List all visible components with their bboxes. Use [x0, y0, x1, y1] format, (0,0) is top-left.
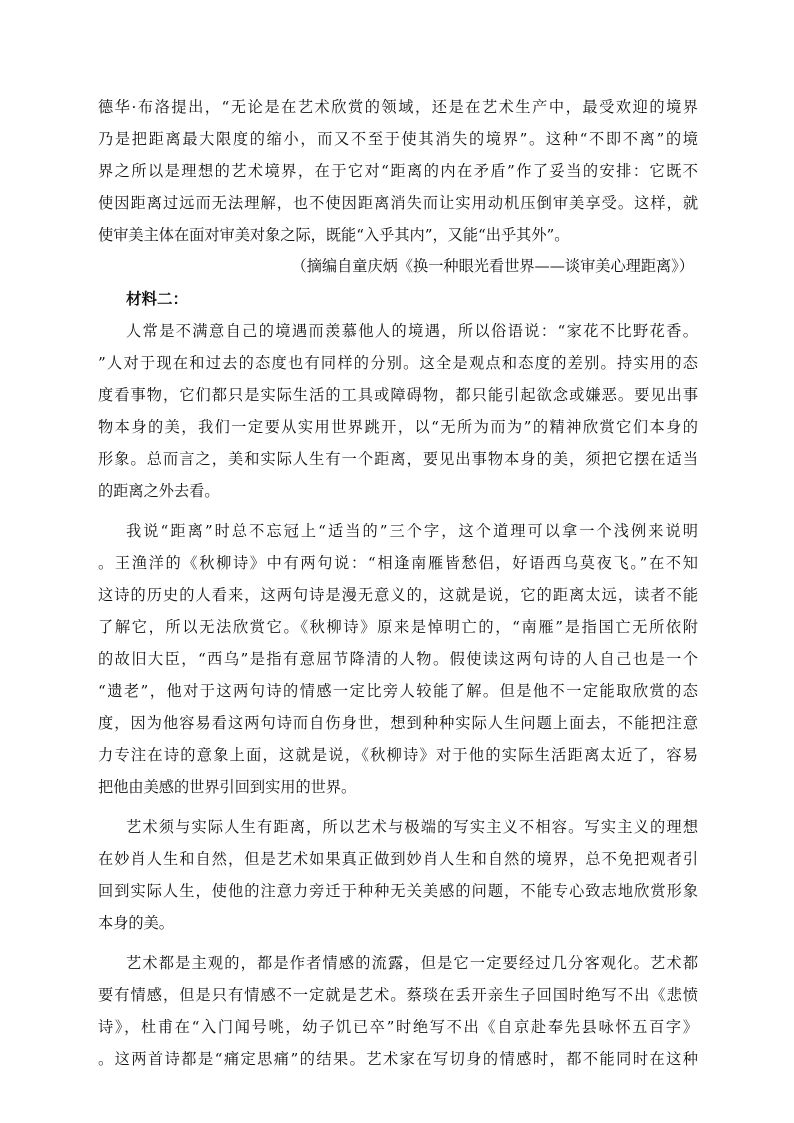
body-line: 。这两首诗都是“痛定思痛”的结果。艺术家在写切身的情感时，都不能同时在这种: [98, 1050, 698, 1068]
paragraph-first-line: 人常是不满意自己的境遇而羡慕他人的境遇，所以俗语说：“家花不比野花香。: [126, 322, 698, 340]
paragraph-first-line: 艺术须与实际人生有距离，所以艺术与极端的写实主义不相容。写实主义的理想: [126, 818, 698, 836]
body-line: 这诗的历史的人看来，这两句诗是漫无意义的，这就是说，它的距离太远，读者不能: [98, 586, 698, 604]
body-line: ”人对于现在和过去的态度也有同样的分别。这全是观点和态度的差别。持实用的态: [98, 354, 698, 372]
body-line: 要有情感，但是只有情感不一定就是艺术。蔡琰在丢开亲生子回国时绝写不出《悲愤: [98, 986, 698, 1004]
body-line: 把他由美感的世界引回到实用的世界。: [98, 778, 357, 796]
body-line: 形象。总而言之，美和实际人生有一个距离，要见出事物本身的美，须把它摆在适当: [98, 450, 698, 468]
section-heading: 材料二：: [126, 289, 189, 308]
body-line: 的故旧大臣，“西乌”是指有意屈节降清的人物。假使读这两句诗的人自己也是一个: [98, 650, 698, 668]
body-line: 。王渔洋的《秋柳诗》中有两句说：“相逢南雁皆愁侣，好语西乌莫夜飞。”在不知: [98, 554, 698, 572]
paragraph-first-line: 艺术都是主观的，都是作者情感的流露，但是它一定要经过几分客观化。艺术都: [126, 954, 698, 972]
body-line: 诗》，杜甫在“入门闻号咷，幼子饥已卒”时绝写不出《自京赴奉先县咏怀五百字》: [98, 1018, 698, 1036]
body-line: 的距离之外去看。: [98, 482, 220, 500]
body-line: 本身的美。: [98, 914, 174, 932]
paragraph-first-line: 我说“距离”时总不忘冠上“适当的”三个字，这个道理可以拿一个浅例来说明: [126, 522, 698, 540]
body-line: 使因距离过远而无法理解，也不使因距离消失而让实用动机压倒审美享受。这样，就: [98, 194, 698, 212]
body-line: 使审美主体在面对审美对象之际，既能“入乎其内”，又能“出乎其外”。: [98, 226, 570, 244]
body-line: 度看事物，它们都只是实际生活的工具或障碍物，都只能引起欲念或嫌恶。要见出事: [98, 386, 698, 404]
body-line: “遗老”，他对于这两句诗的情感一定比旁人较能了解。但是他不一定能取欣赏的态: [98, 682, 698, 700]
source-note: （摘编自童庆炳《换一种眼光看世界——谈审美心理距离》）: [291, 257, 694, 275]
body-line: 力专注在诗的意象上面，这就是说，《秋柳诗》对于他的实际生活距离太近了，容易: [98, 746, 698, 764]
body-line: 物本身的美，我们一定要从实用世界跳开，以“无所为而为”的精神欣赏它们本身的: [98, 418, 698, 436]
body-line: 界之所以是理想的艺术境界，在于它对“距离的内在矛盾”作了妥当的安排：它既不: [98, 162, 698, 180]
body-line: 在妙肖人生和自然，但是艺术如果真正做到妙肖人生和自然的境界，总不免把观者引: [98, 850, 698, 868]
body-line: 了解它，所以无法欣赏它。《秋柳诗》原来是悼明亡的，“南雁”是指国亡无所依附: [98, 618, 698, 636]
body-line: 回到实际人生，使他的注意力旁迁于种种无关美感的问题，不能专心致志地欣赏形象: [98, 882, 698, 900]
body-line: 度，因为他容易看这两句诗而自伤身世，想到种种实际人生问题上面去，不能把注意: [98, 714, 698, 732]
body-line: 乃是把距离最大限度的缩小，而又不至于使其消失的境界”。这种“不即不离”的境: [98, 130, 698, 148]
body-line: 德华·布洛提出，“无论是在艺术欣赏的领域，还是在艺术生产中，最受欢迎的境界: [98, 98, 698, 116]
